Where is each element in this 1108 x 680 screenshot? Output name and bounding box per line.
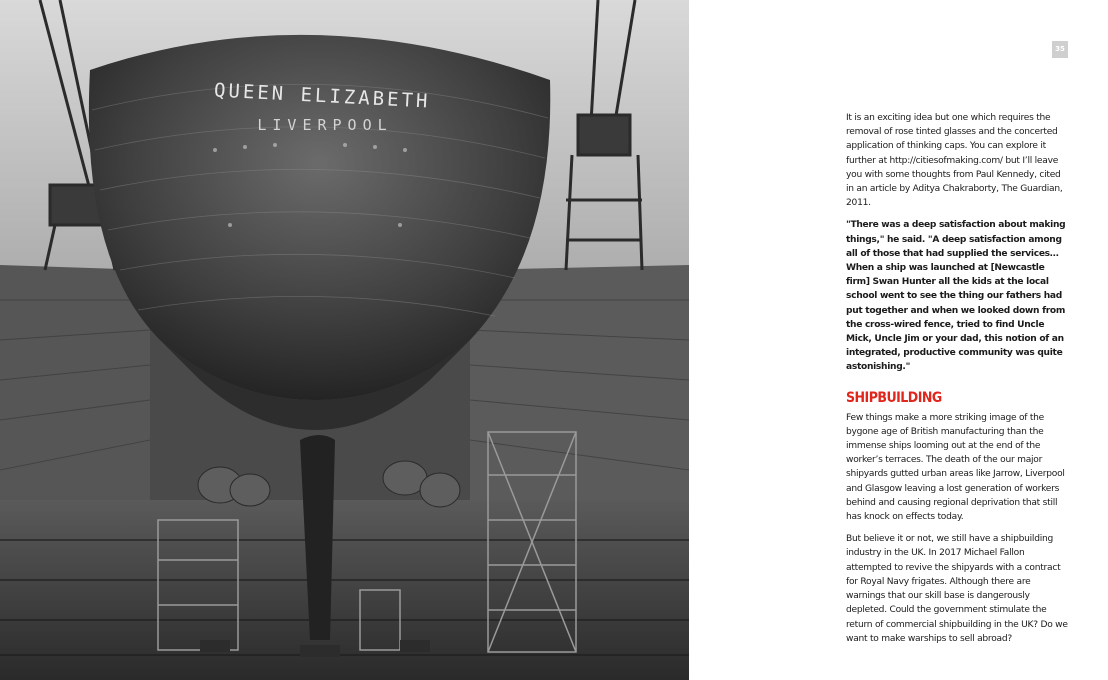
page-number: 35 xyxy=(1052,41,1068,58)
article-column xyxy=(846,111,1070,654)
intro-paragraph: It is an exciting idea but one which requires the removal of rose tinted glasses and the concerted application of thinking caps. You can explore it further at http://citiesofmaking.com/ but I’ll leave you with some thoughts from Paul Kennedy, cited in an article by Aditya Chakraborty, The Guardian, 2011. xyxy=(846,113,1063,209)
body-paragraph-2: But believe it or not, we still have a shipbuilding industry in the UK. In 2017 Michael Fallon attempted to revive the shipyards with a contract for Royal Navy frigates. Although there are warnings that our skill base is dangerously depleted. Could the government stimulate the return of commercial shipbuilding in the UK? Do we want to make warships to sell abroad? xyxy=(846,534,1068,644)
body-paragraph-1: Few things make a more striking image of the bygone age of British manufacturing than the immense ships looming out at the end of the worker’s terraces. The death of the our major shipyards gutted urban areas like Jarrow, Liverpool and Glasgow leaving a lost generation of workers behind and causing regional deprivation that still has knock on effects today. xyxy=(846,412,1065,523)
stern-port-lettering: LIVERPOOL xyxy=(257,116,393,134)
quote-paragraph: "There was a deep satisfaction about making things," he said. "A deep satisfaction among all of those that had supplied the services…When a ship was launched at [Newcastle firm] Swan Hunter all the kids at the local school went to see the thing our fathers had put together and when we looked down from the cross-wired fence, tried to find Uncle Mick, Uncle Jim or your dad, this notion of an integrated, productive community was quite astonishing." xyxy=(846,220,1066,373)
section-heading: SHIPBUILDING xyxy=(846,389,942,406)
stern-name-lettering: QUEEN ELIZABETH xyxy=(213,79,431,113)
